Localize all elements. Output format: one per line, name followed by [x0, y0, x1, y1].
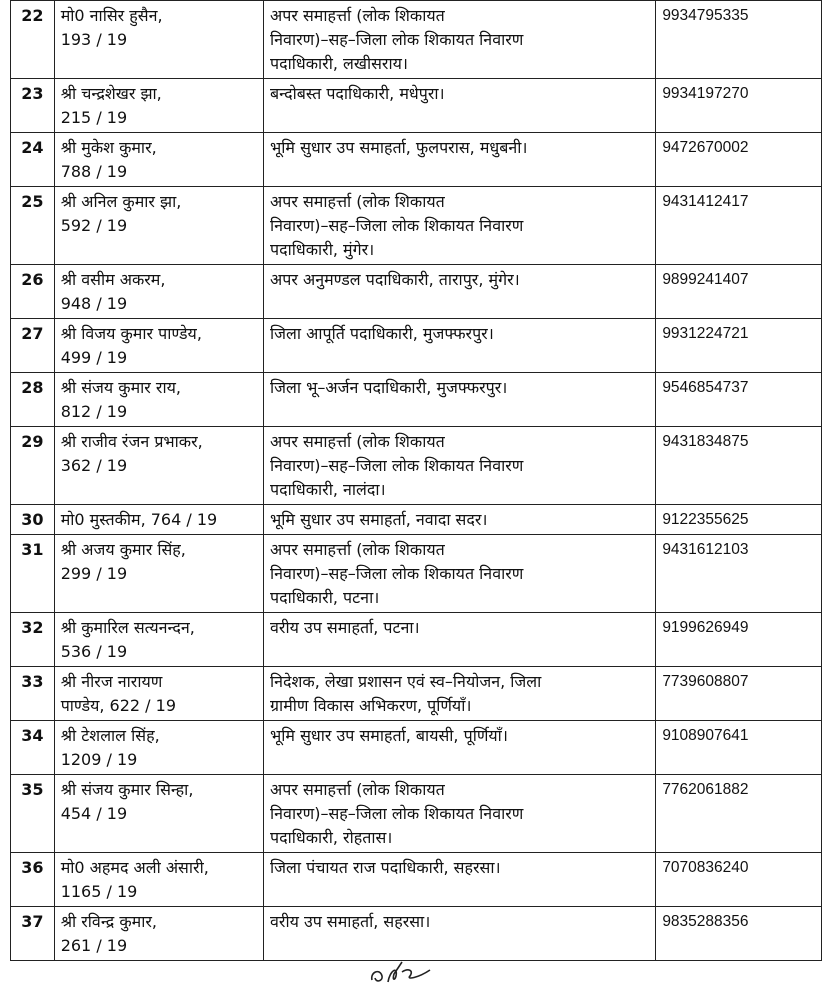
- posting-line: अपर अनुमण्डल पदाधिकारी, तारापुर, मुंगेर।: [270, 270, 520, 289]
- officer-name-cell: [54, 907, 263, 961]
- serial-number: 26: [11, 265, 55, 319]
- officer-name-line: 362 / 19: [60, 456, 128, 475]
- posting-line: निवारण)–सह–जिला लोक शिकायत निवारण: [270, 456, 524, 475]
- officer-name-cell: [54, 319, 263, 373]
- officer-name-line: पाण्डेय, 622 / 19: [60, 696, 176, 715]
- serial-number: 30: [11, 505, 55, 535]
- officer-name-line: श्री कुमारिल सत्यनन्दन,: [60, 618, 195, 637]
- officer-name-line: श्री नीरज नारायण: [60, 672, 163, 691]
- mobile-number: 9934197270: [656, 79, 822, 133]
- posting-line: वरीय उप समाहर्ता, सहरसा।: [270, 912, 431, 931]
- officer-name-line: 1165 / 19: [60, 882, 138, 901]
- officer-name-line: श्री संजय कुमार राय,: [60, 378, 181, 397]
- officer-name-cell: [54, 133, 263, 187]
- mobile-number: 9899241407: [656, 265, 822, 319]
- officer-name-line: श्री अजय कुमार सिंह,: [60, 540, 186, 559]
- mobile-number: 9934795335: [656, 1, 822, 79]
- posting-line: बन्दोबस्त पदाधिकारी, मधेपुरा।: [270, 84, 445, 103]
- posting-cell: [264, 667, 656, 721]
- officer-name-line: 788 / 19: [60, 162, 128, 181]
- posting-cell: [264, 505, 656, 535]
- serial-number: 22: [11, 1, 55, 79]
- officer-name-line: श्री मुकेश कुमार,: [60, 138, 157, 157]
- posting-cell: [264, 373, 656, 427]
- posting-line: ग्रामीण विकास अभिकरण, पूर्णियाँ।: [270, 696, 472, 715]
- posting-line: पदाधिकारी, मुंगेर।: [270, 240, 375, 259]
- posting-line: निवारण)–सह–जिला लोक शिकायत निवारण: [270, 804, 524, 823]
- mobile-number: 9835288356: [656, 907, 822, 961]
- posting-cell: [264, 187, 656, 265]
- posting-line: निवारण)–सह–जिला लोक शिकायत निवारण: [270, 30, 524, 49]
- table-row: [11, 505, 822, 535]
- posting-line: जिला भू–अर्जन पदाधिकारी, मुजफ्फरपुर।: [270, 378, 508, 397]
- officer-name-line: श्री विजय कुमार पाण्डेय,: [60, 324, 202, 343]
- posting-line: अपर समाहर्त्ता (लोक शिकायत: [270, 432, 445, 451]
- posting-line: जिला पंचायत राज पदाधिकारी, सहरसा।: [270, 858, 501, 877]
- posting-line: पदाधिकारी, लखीसराय।: [270, 54, 408, 73]
- officer-name-line: श्री वसीम अकरम,: [60, 270, 166, 289]
- officer-name-line: श्री रविन्द्र कुमार,: [60, 912, 157, 931]
- officer-name-line: 193 / 19: [60, 30, 128, 49]
- posting-line: निवारण)–सह–जिला लोक शिकायत निवारण: [270, 564, 524, 583]
- officer-name-cell: [54, 613, 263, 667]
- serial-number: 35: [11, 775, 55, 853]
- officer-name-line: 215 / 19: [60, 108, 128, 127]
- mobile-number: 7762061882: [656, 775, 822, 853]
- officer-name-cell: [54, 187, 263, 265]
- posting-line: अपर समाहर्त्ता (लोक शिकायत: [270, 540, 445, 559]
- officer-name-line: 454 / 19: [60, 804, 128, 823]
- officer-name-line: श्री चन्द्रशेखर झा,: [60, 84, 162, 103]
- posting-line: निवारण)–सह–जिला लोक शिकायत निवारण: [270, 216, 524, 235]
- mobile-number: 9108907641: [656, 721, 822, 775]
- serial-number: 27: [11, 319, 55, 373]
- officer-name-line: श्री राजीव रंजन प्रभाकर,: [60, 432, 203, 451]
- officer-list-table: [10, 0, 822, 961]
- officer-name-line: 812 / 19: [60, 402, 128, 421]
- table-row: [11, 427, 822, 505]
- table-row: [11, 721, 822, 775]
- posting-cell: [264, 775, 656, 853]
- officer-name-cell: [54, 505, 263, 535]
- posting-line: भूमि सुधार उप समाहर्ता, बायसी, पूर्णियाँ।: [270, 726, 508, 745]
- officer-name-line: श्री संजय कुमार सिन्हा,: [60, 780, 194, 799]
- signature-mark: [368, 958, 438, 986]
- officer-name-cell: [54, 775, 263, 853]
- posting-cell: [264, 319, 656, 373]
- posting-line: निदेशक, लेखा प्रशासन एवं स्व–नियोजन, जिला: [270, 672, 542, 691]
- mobile-number: 9546854737: [656, 373, 822, 427]
- mobile-number: 9431412417: [656, 187, 822, 265]
- mobile-number: 9431612103: [656, 535, 822, 613]
- officer-name-line: मो0 अहमद अली अंसारी,: [60, 858, 209, 877]
- table-row: [11, 853, 822, 907]
- posting-line: भूमि सुधार उप समाहर्ता, नवादा सदर।: [270, 510, 488, 529]
- posting-cell: [264, 1, 656, 79]
- table-row: [11, 265, 822, 319]
- officer-name-cell: [54, 535, 263, 613]
- posting-cell: [264, 907, 656, 961]
- mobile-number: 9472670002: [656, 133, 822, 187]
- posting-cell: [264, 79, 656, 133]
- mobile-number: 9122355625: [656, 505, 822, 535]
- serial-number: 23: [11, 79, 55, 133]
- officer-name-cell: [54, 667, 263, 721]
- posting-line: अपर समाहर्त्ता (लोक शिकायत: [270, 780, 445, 799]
- posting-cell: [264, 613, 656, 667]
- officer-name-cell: [54, 853, 263, 907]
- officer-name-cell: [54, 427, 263, 505]
- mobile-number: 7739608807: [656, 667, 822, 721]
- table-row: [11, 907, 822, 961]
- officer-name-line: 261 / 19: [60, 936, 128, 955]
- serial-number: 36: [11, 853, 55, 907]
- table-row: [11, 613, 822, 667]
- officer-name-line: श्री टेशलाल सिंह,: [60, 726, 160, 745]
- serial-number: 25: [11, 187, 55, 265]
- table-row: [11, 775, 822, 853]
- serial-number: 32: [11, 613, 55, 667]
- mobile-number: 9199626949: [656, 613, 822, 667]
- table-body: [11, 1, 822, 961]
- posting-line: भूमि सुधार उप समाहर्ता, फुलपरास, मधुबनी।: [270, 138, 528, 157]
- mobile-number: 9431834875: [656, 427, 822, 505]
- serial-number: 24: [11, 133, 55, 187]
- posting-cell: [264, 535, 656, 613]
- posting-cell: [264, 721, 656, 775]
- posting-line: अपर समाहर्त्ता (लोक शिकायत: [270, 192, 445, 211]
- officer-name-line: श्री अनिल कुमार झा,: [60, 192, 182, 211]
- officer-name-cell: [54, 265, 263, 319]
- table-row: [11, 373, 822, 427]
- posting-cell: [264, 265, 656, 319]
- serial-number: 33: [11, 667, 55, 721]
- posting-line: अपर समाहर्त्ता (लोक शिकायत: [270, 6, 445, 25]
- officer-name-cell: [54, 79, 263, 133]
- officer-name-line: 536 / 19: [60, 642, 128, 661]
- officer-name-line: मो0 मुस्तकीम, 764 / 19: [60, 510, 218, 529]
- officer-name-line: 499 / 19: [60, 348, 128, 367]
- posting-line: पदाधिकारी, नालंदा।: [270, 480, 386, 499]
- serial-number: 28: [11, 373, 55, 427]
- mobile-number: 9931224721: [656, 319, 822, 373]
- table-row: [11, 79, 822, 133]
- table-row: [11, 319, 822, 373]
- serial-number: 37: [11, 907, 55, 961]
- table-row: [11, 1, 822, 79]
- posting-line: जिला आपूर्ति पदाधिकारी, मुजफ्फरपुर।: [270, 324, 494, 343]
- mobile-number: 7070836240: [656, 853, 822, 907]
- serial-number: 29: [11, 427, 55, 505]
- posting-cell: [264, 853, 656, 907]
- posting-cell: [264, 427, 656, 505]
- table-row: [11, 667, 822, 721]
- officer-name-cell: [54, 721, 263, 775]
- officer-name-line: 299 / 19: [60, 564, 128, 583]
- posting-line: पदाधिकारी, रोहतास।: [270, 828, 393, 847]
- posting-cell: [264, 133, 656, 187]
- serial-number: 34: [11, 721, 55, 775]
- officer-name-line: 948 / 19: [60, 294, 128, 313]
- officer-name-cell: [54, 1, 263, 79]
- table-row: [11, 133, 822, 187]
- officer-name-line: मो0 नासिर हुसैन,: [60, 6, 163, 25]
- posting-line: वरीय उप समाहर्ता, पटना।: [270, 618, 420, 637]
- posting-line: पदाधिकारी, पटना।: [270, 588, 380, 607]
- officer-name-line: 1209 / 19: [60, 750, 138, 769]
- serial-number: 31: [11, 535, 55, 613]
- officer-name-line: 592 / 19: [60, 216, 128, 235]
- officer-name-cell: [54, 373, 263, 427]
- table-row: [11, 187, 822, 265]
- table-row: [11, 535, 822, 613]
